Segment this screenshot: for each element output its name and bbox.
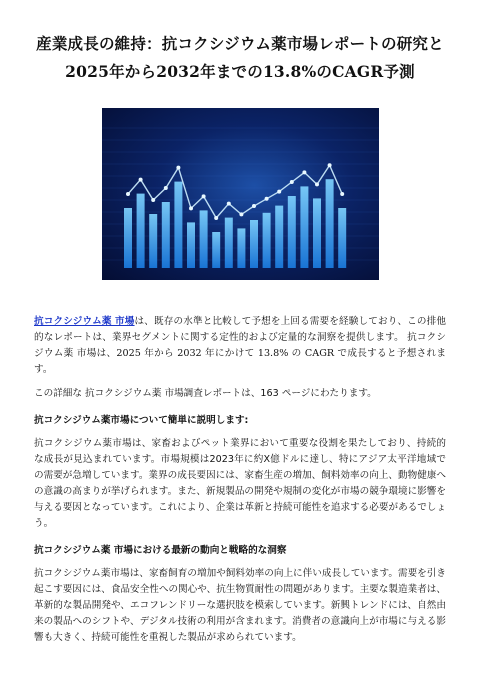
hero-trend-point (201, 194, 205, 198)
section-1-heading: 抗コクシジウム薬市場について簡単に説明します: (34, 415, 249, 426)
hero-trend-point (239, 212, 243, 216)
hero-trend-point (163, 186, 167, 190)
hero-trend-point (327, 163, 331, 167)
lead-text: は、既存の水準と比較して予想を上回る需要を経験しており、この排他的なレポートは、業界セグメントに関する定性的および定量的な洞察を提供します。 抗コクシジウム薬 市場は、2025 年から 2032 年にかけて 13.8% の CAGR で成長すると予想されます。 (34, 316, 446, 375)
hero-bar (325, 179, 333, 268)
hero-bar (313, 198, 321, 268)
section-2-heading: 抗コクシジウム薬 市場における最新の動向と戦略的な洞察 (34, 545, 287, 556)
hero-bar (300, 186, 308, 268)
hero-trend-point (302, 170, 306, 174)
hero-bar (262, 213, 270, 268)
hero-trend-line (128, 165, 342, 218)
hero-bar (199, 210, 207, 268)
hero-illustration (102, 108, 379, 280)
hero-trend-point (138, 178, 142, 182)
hero-trend-points (126, 163, 344, 220)
hero-bar (174, 182, 182, 268)
market-link[interactable]: 抗コクシジウム薬 市場 (34, 316, 135, 327)
hero-trend-point (264, 197, 268, 201)
hero-bar (187, 222, 195, 268)
hero-trend-point (176, 166, 180, 170)
hero-bars (124, 179, 346, 268)
page-title: 産業成長の維持：抗コクシジウム薬市場レポートの研究と2025年から2032年までの13.8%のCAGR予測 (36, 34, 444, 81)
hero-bar (161, 202, 169, 268)
hero-trend-point (289, 180, 293, 184)
pages-note: この詳細な 抗コクシジウム薬 市場調査レポートは、163 ページにわたります。 (34, 388, 377, 399)
hero-trend-point (214, 216, 218, 220)
hero-bar (124, 208, 132, 268)
bar-chart-hero-image (102, 108, 379, 280)
hero-trend-point (151, 198, 155, 202)
hero-bar (212, 232, 220, 268)
hero-trend-point (189, 206, 193, 210)
hero-trend-point (277, 190, 281, 194)
hero-trend-point (340, 192, 344, 196)
hero-bar (136, 194, 144, 268)
hero-trend-point (315, 182, 319, 186)
hero-bar (224, 218, 232, 268)
section-2-body: 抗コクシジウム薬市場は、家畜飼育の増加や飼料効率の向上に伴い成長しています。需要を引き起こす要因には、食品安全性への関心や、抗生物質耐性の問題があります。主要な製造業者は、革新的な製品開発や、エコフレンドリーな選択肢を模索しています。新興トレンドには、自然由来の製品へのシフトや、デジタル技術の利用が含まれます。消費者の意識向上が市場に与える影響も大きく、持続可能性を重視した製品が求められています。 (34, 568, 446, 643)
section-1-body: 抗コクシジウム薬市場は、家畜およびペット業界において重要な役割を果たしており、持続的な成長が見込まれています。市場規模は2023年に約X億ドルに達し、特にアジア太平洋地域での需要が急増しています。業界の成長要因には、家畜生産の増加、飼料効率の向上、動物健康への意識の高まりが挙げられます。また、新規製品の開発や規制の変化が市場の競争環境に影響を与える要因となっています。これにより、企業は革新と持続可能性を追求する必要があるでしょう。 (34, 438, 446, 529)
hero-trend-point (126, 192, 130, 196)
lead-paragraph (34, 314, 446, 378)
hero-trend-point (252, 204, 256, 208)
hero-bar (275, 206, 283, 268)
hero-bar (287, 196, 295, 268)
hero-trend-point (226, 202, 230, 206)
hero-bar (237, 228, 245, 268)
hero-bar (149, 214, 157, 268)
hero-bar (250, 220, 258, 268)
hero-bar (338, 208, 346, 268)
